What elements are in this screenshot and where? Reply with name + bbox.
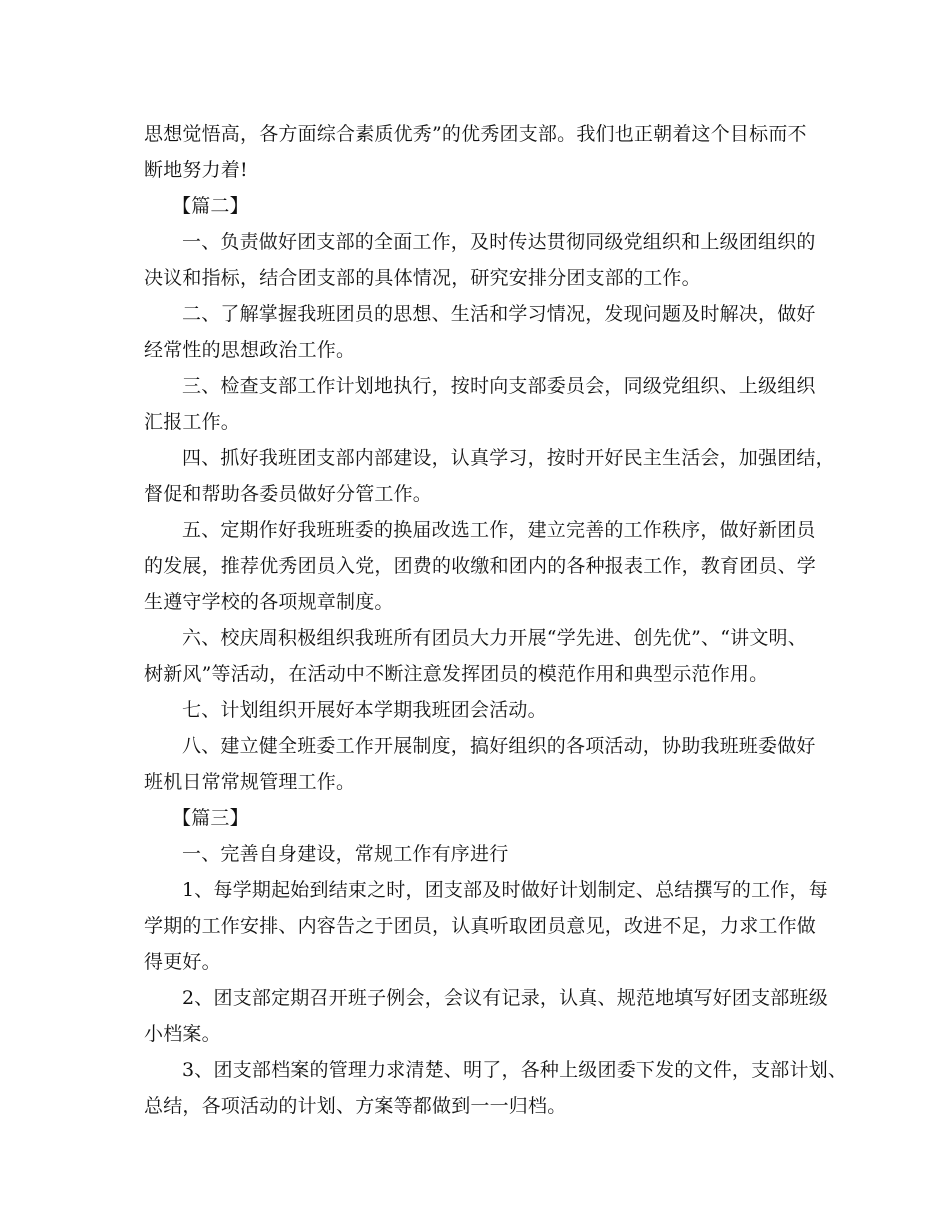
text-line: 六、校庆周积极组织我班所有团员大力开展“学先进、创先优”、“讲文明、	[182, 627, 807, 649]
text-line: 八、建立健全班委工作开展制度，搞好组织的各项活动，协助我班班委做好	[182, 735, 816, 757]
text-line: 三、检查支部工作计划地执行，按时向支部委员会，同级党组织、上级组织	[182, 375, 816, 397]
document-body	[144, 116, 848, 1124]
text-line: 决议和指标，结合团支部的具体情况，研究安排分团支部的工作。	[144, 267, 701, 289]
text-line: 总结，各项活动的计划、方案等都做到一一归档。	[144, 1095, 567, 1117]
text-line: 得更好。	[144, 951, 221, 973]
text-line: 3、团支部档案的管理力求清楚、明了，各种上级团委下发的文件，支部计划、	[182, 1059, 848, 1081]
text-line: 二、了解掌握我班团员的思想、生活和学习情况，发现问题及时解决，做好	[182, 303, 816, 325]
text-line: 一、负责做好团支部的全面工作，及时传达贯彻同级党组织和上级团组织的	[182, 231, 816, 253]
text-line: 班机日常常规管理工作。	[144, 771, 356, 793]
text-line: 1、每学期起始到结束之时，团支部及时做好计划制定、总结撰写的工作，每	[182, 879, 828, 901]
text-line: 七、计划组织开展好本学期我班团会活动。	[182, 699, 547, 721]
section-heading: 【篇三】	[172, 807, 249, 829]
text-line: 树新风”等活动，在活动中不断注意发挥团员的模范作用和典型示范作用。	[144, 663, 769, 685]
text-line: 经常性的思想政治工作。	[144, 339, 356, 361]
text-line: 的发展，推荐优秀团员入党，团费的收缴和团内的各种报表工作，教育团员、学	[144, 555, 817, 577]
text-line: 生遵守学校的各项规章制度。	[144, 591, 394, 613]
text-line: 四、抓好我班团支部内部建设，认真学习，按时开好民主生活会，加强团结，	[182, 447, 835, 469]
text-line: 督促和帮助各委员做好分管工作。	[144, 483, 433, 505]
text-line: 断地努力着!	[144, 159, 248, 181]
text-line: 2、团支部定期召开班子例会，会议有记录，认真、规范地填写好团支部班级	[182, 987, 828, 1009]
text-line: 汇报工作。	[144, 411, 241, 433]
text-line: 思想觉悟高，各方面综合素质优秀”的优秀团支部。我们也正朝着这个目标而不	[144, 123, 807, 145]
text-line: 五、定期作好我班班委的换届改选工作，建立完善的工作秩序，做好新团员	[182, 519, 816, 541]
text-line: 学期的工作安排、内容告之于团员，认真听取团员意见，改进不足，力求工作做	[144, 915, 817, 937]
text-line: 一、完善自身建设，常规工作有序进行	[182, 843, 509, 865]
text-line: 小档案。	[144, 1023, 221, 1045]
section-heading: 【篇二】	[172, 195, 249, 217]
